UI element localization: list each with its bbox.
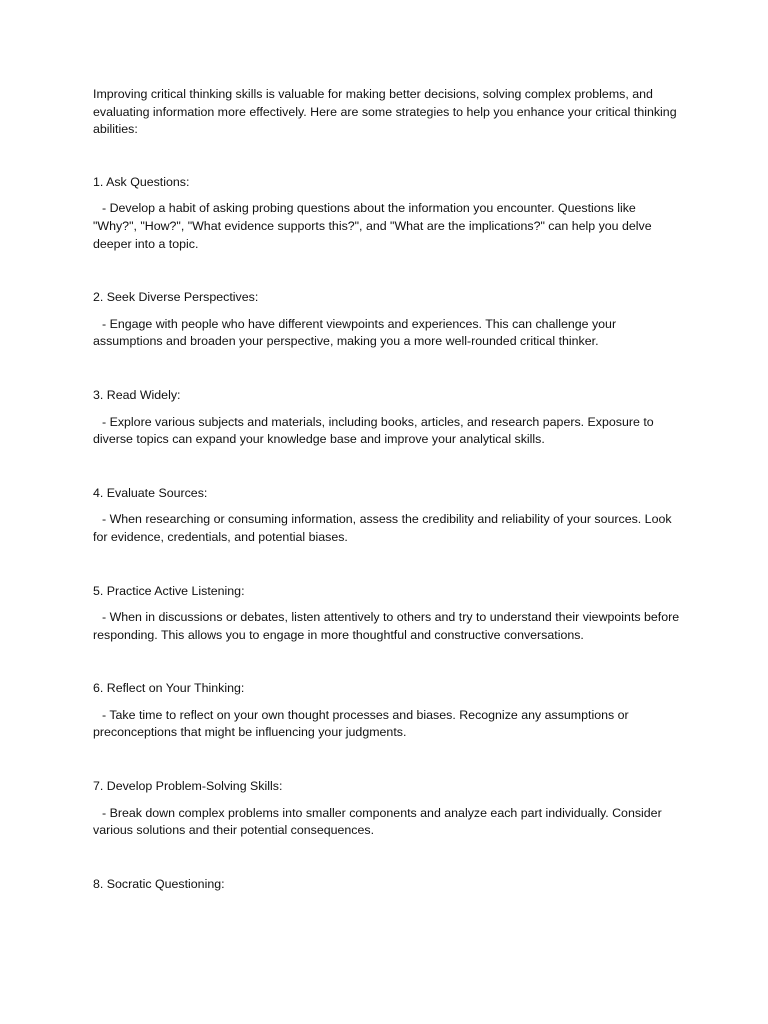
section-heading: 7. Develop Problem-Solving Skills: — [93, 779, 283, 794]
section-reflect-on-thinking — [93, 680, 683, 742]
section-socratic-questioning — [93, 876, 683, 894]
section-problem-solving — [93, 778, 683, 840]
section-body: - When researching or consuming information, assess the credibility and reliability of your sources. Look for evidence, credentials, and potential biases. — [93, 512, 672, 544]
intro-paragraph: Improving critical thinking skills is valuable for making better decisions, solving complex problems, and evaluating information more effectively. Here are some strategies to help you enhance your critical thinking abilities: — [93, 87, 677, 137]
section-heading: 5. Practice Active Listening: — [93, 583, 245, 598]
section-heading: 2. Seek Diverse Perspectives: — [93, 290, 259, 305]
section-body: - Explore various subjects and materials, including books, articles, and research papers. Exposure to diverse topics can expand your knowledge base and improve your analytical skills. — [93, 414, 654, 447]
section-heading: 6. Reflect on Your Thinking: — [93, 681, 245, 696]
section-heading: 1. Ask Questions: — [93, 174, 190, 189]
section-body: - Take time to reflect on your own thought processes and biases. Recognize any assumptions or preconceptions that might be influencing your judgments. — [93, 707, 629, 740]
section-ask-questions — [93, 174, 683, 253]
section-heading: 4. Evaluate Sources: — [93, 485, 208, 500]
section-body: - When in discussions or debates, listen attentively to others and try to understand their viewpoints before responding. This allows you to engage in more thoughtful and constructive conversations. — [93, 610, 680, 642]
section-heading: 8. Socratic Questioning: — [93, 876, 225, 891]
section-body: - Engage with people who have different viewpoints and experiences. This can challenge your assumptions and broaden your perspective, making you a more well-rounded critical thinker. — [93, 316, 617, 349]
section-heading: 3. Read Widely: — [93, 387, 181, 402]
section-evaluate-sources — [93, 485, 683, 547]
section-body: - Develop a habit of asking probing questions about the information you encounter. Questions like "Why?", "How?", "What evidence supports this?", and "What are the implications?" can help you delve deeper into a topic. — [93, 201, 652, 251]
section-body: - Break down complex problems into smaller components and analyze each part individually. Consider various solutions and their potential consequences. — [93, 805, 662, 838]
section-practice-active-listening — [93, 583, 683, 645]
section-read-widely — [93, 387, 683, 449]
section-seek-diverse-perspectives — [93, 289, 683, 351]
document-content — [93, 86, 683, 929]
